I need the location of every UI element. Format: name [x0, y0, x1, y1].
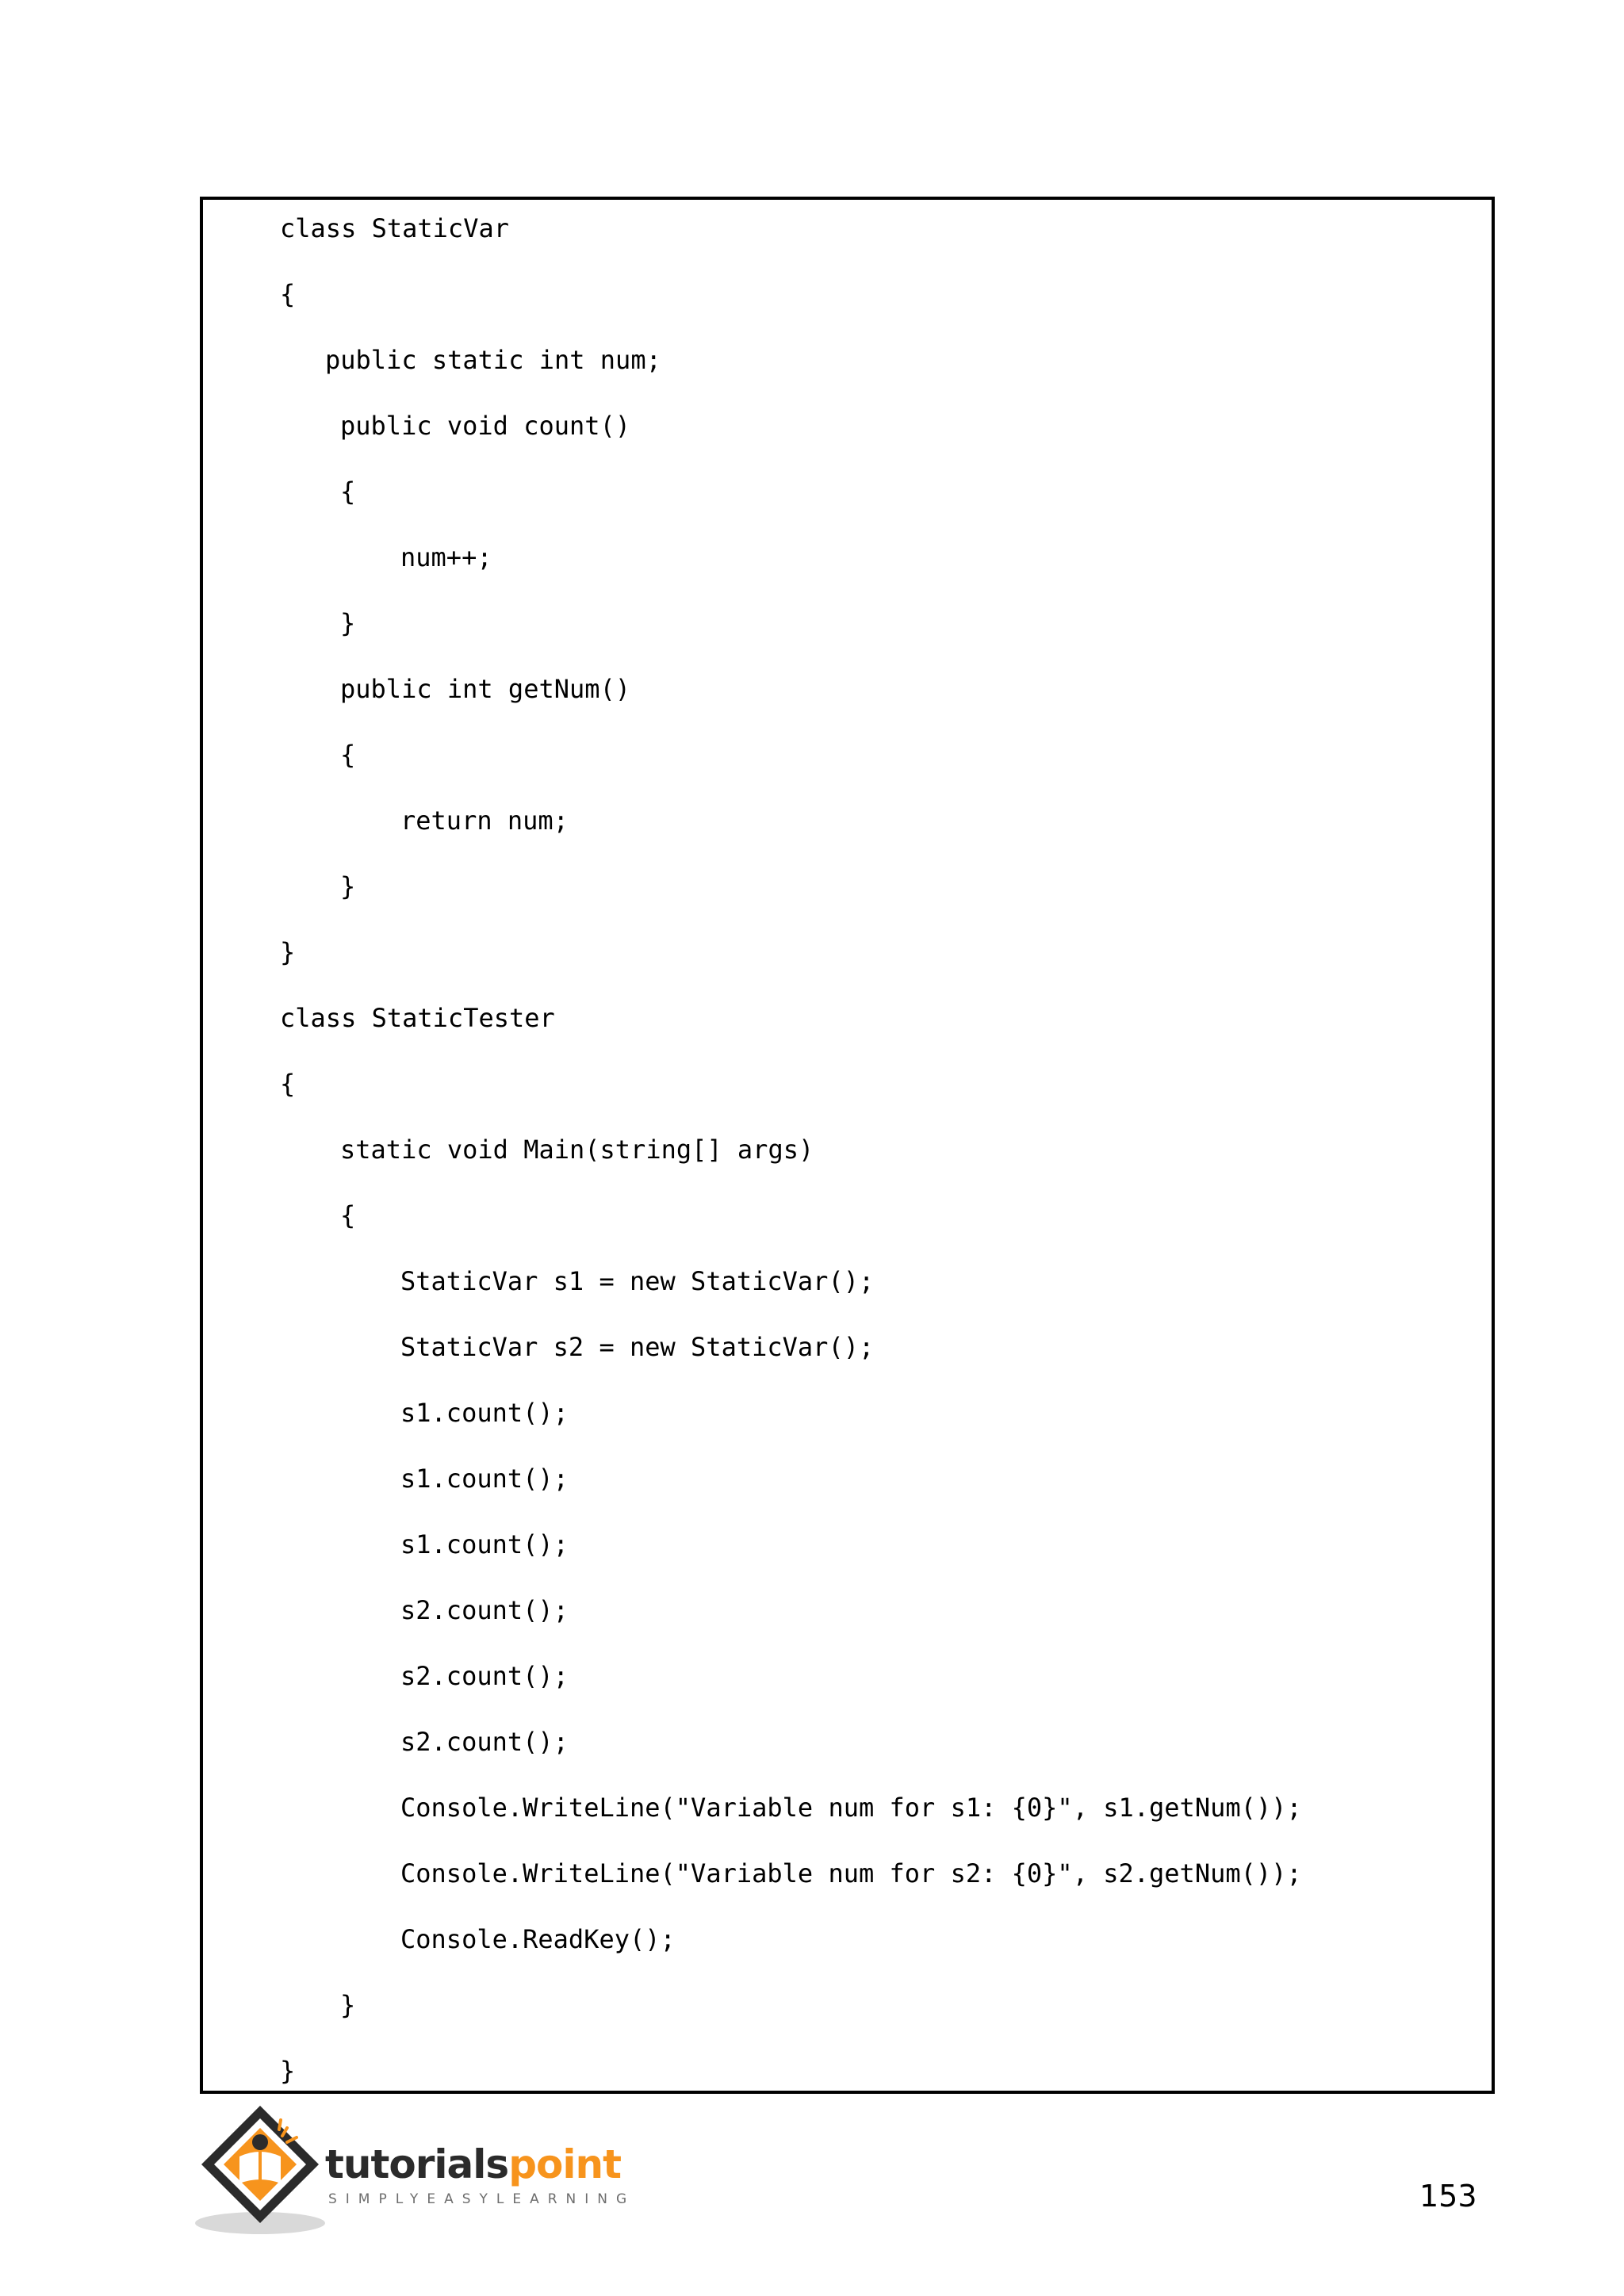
code-line: StaticVar s1 = new StaticVar();: [400, 1266, 875, 1296]
code-line: }: [340, 608, 356, 638]
code-line: public static int num;: [325, 345, 661, 375]
code-line: class StaticTester: [280, 1003, 555, 1033]
code-line: class StaticVar: [280, 213, 509, 243]
page-number: 153: [1419, 2179, 1477, 2214]
logo-tagline: SIMPLYEASYLEARNING: [328, 2191, 636, 2207]
code-line: }: [280, 2056, 296, 2086]
code-line: {: [280, 279, 296, 309]
code-line: public int getNum(): [340, 674, 631, 704]
code-line: s1.count();: [400, 1529, 569, 1559]
code-line: public void count(): [340, 411, 631, 441]
code-line: StaticVar s2 = new StaticVar();: [400, 1332, 875, 1362]
code-line: Console.ReadKey();: [400, 1924, 676, 1954]
code-line: static void Main(string[] args): [340, 1135, 814, 1165]
code-line: {: [340, 476, 356, 507]
code-line: {: [340, 740, 356, 770]
tutorialspoint-logo: [193, 2101, 653, 2237]
code-line: num++;: [400, 542, 492, 572]
code-line: s2.count();: [400, 1727, 569, 1757]
code-line: return num;: [400, 806, 569, 836]
code-line: }: [280, 937, 296, 967]
code-block: [200, 197, 1495, 2094]
code-line: }: [340, 1990, 356, 2020]
logo-wordmark: tutorialspoint: [325, 2141, 621, 2187]
code-line: s2.count();: [400, 1661, 569, 1691]
code-line: Console.WriteLine("Variable num for s2: {0}", s2.getNum());: [400, 1858, 1302, 1888]
code-line: }: [340, 871, 356, 901]
code-line: {: [340, 1200, 356, 1230]
code-line: s2.count();: [400, 1595, 569, 1625]
code-line: s1.count();: [400, 1398, 569, 1428]
code-line: {: [280, 1069, 296, 1099]
code-line: Console.WriteLine("Variable num for s1: {0}", s1.getNum());: [400, 1793, 1302, 1823]
code-line: s1.count();: [400, 1464, 569, 1494]
page-footer: [0, 2101, 1624, 2296]
logo-emblem-icon: [193, 2101, 336, 2237]
